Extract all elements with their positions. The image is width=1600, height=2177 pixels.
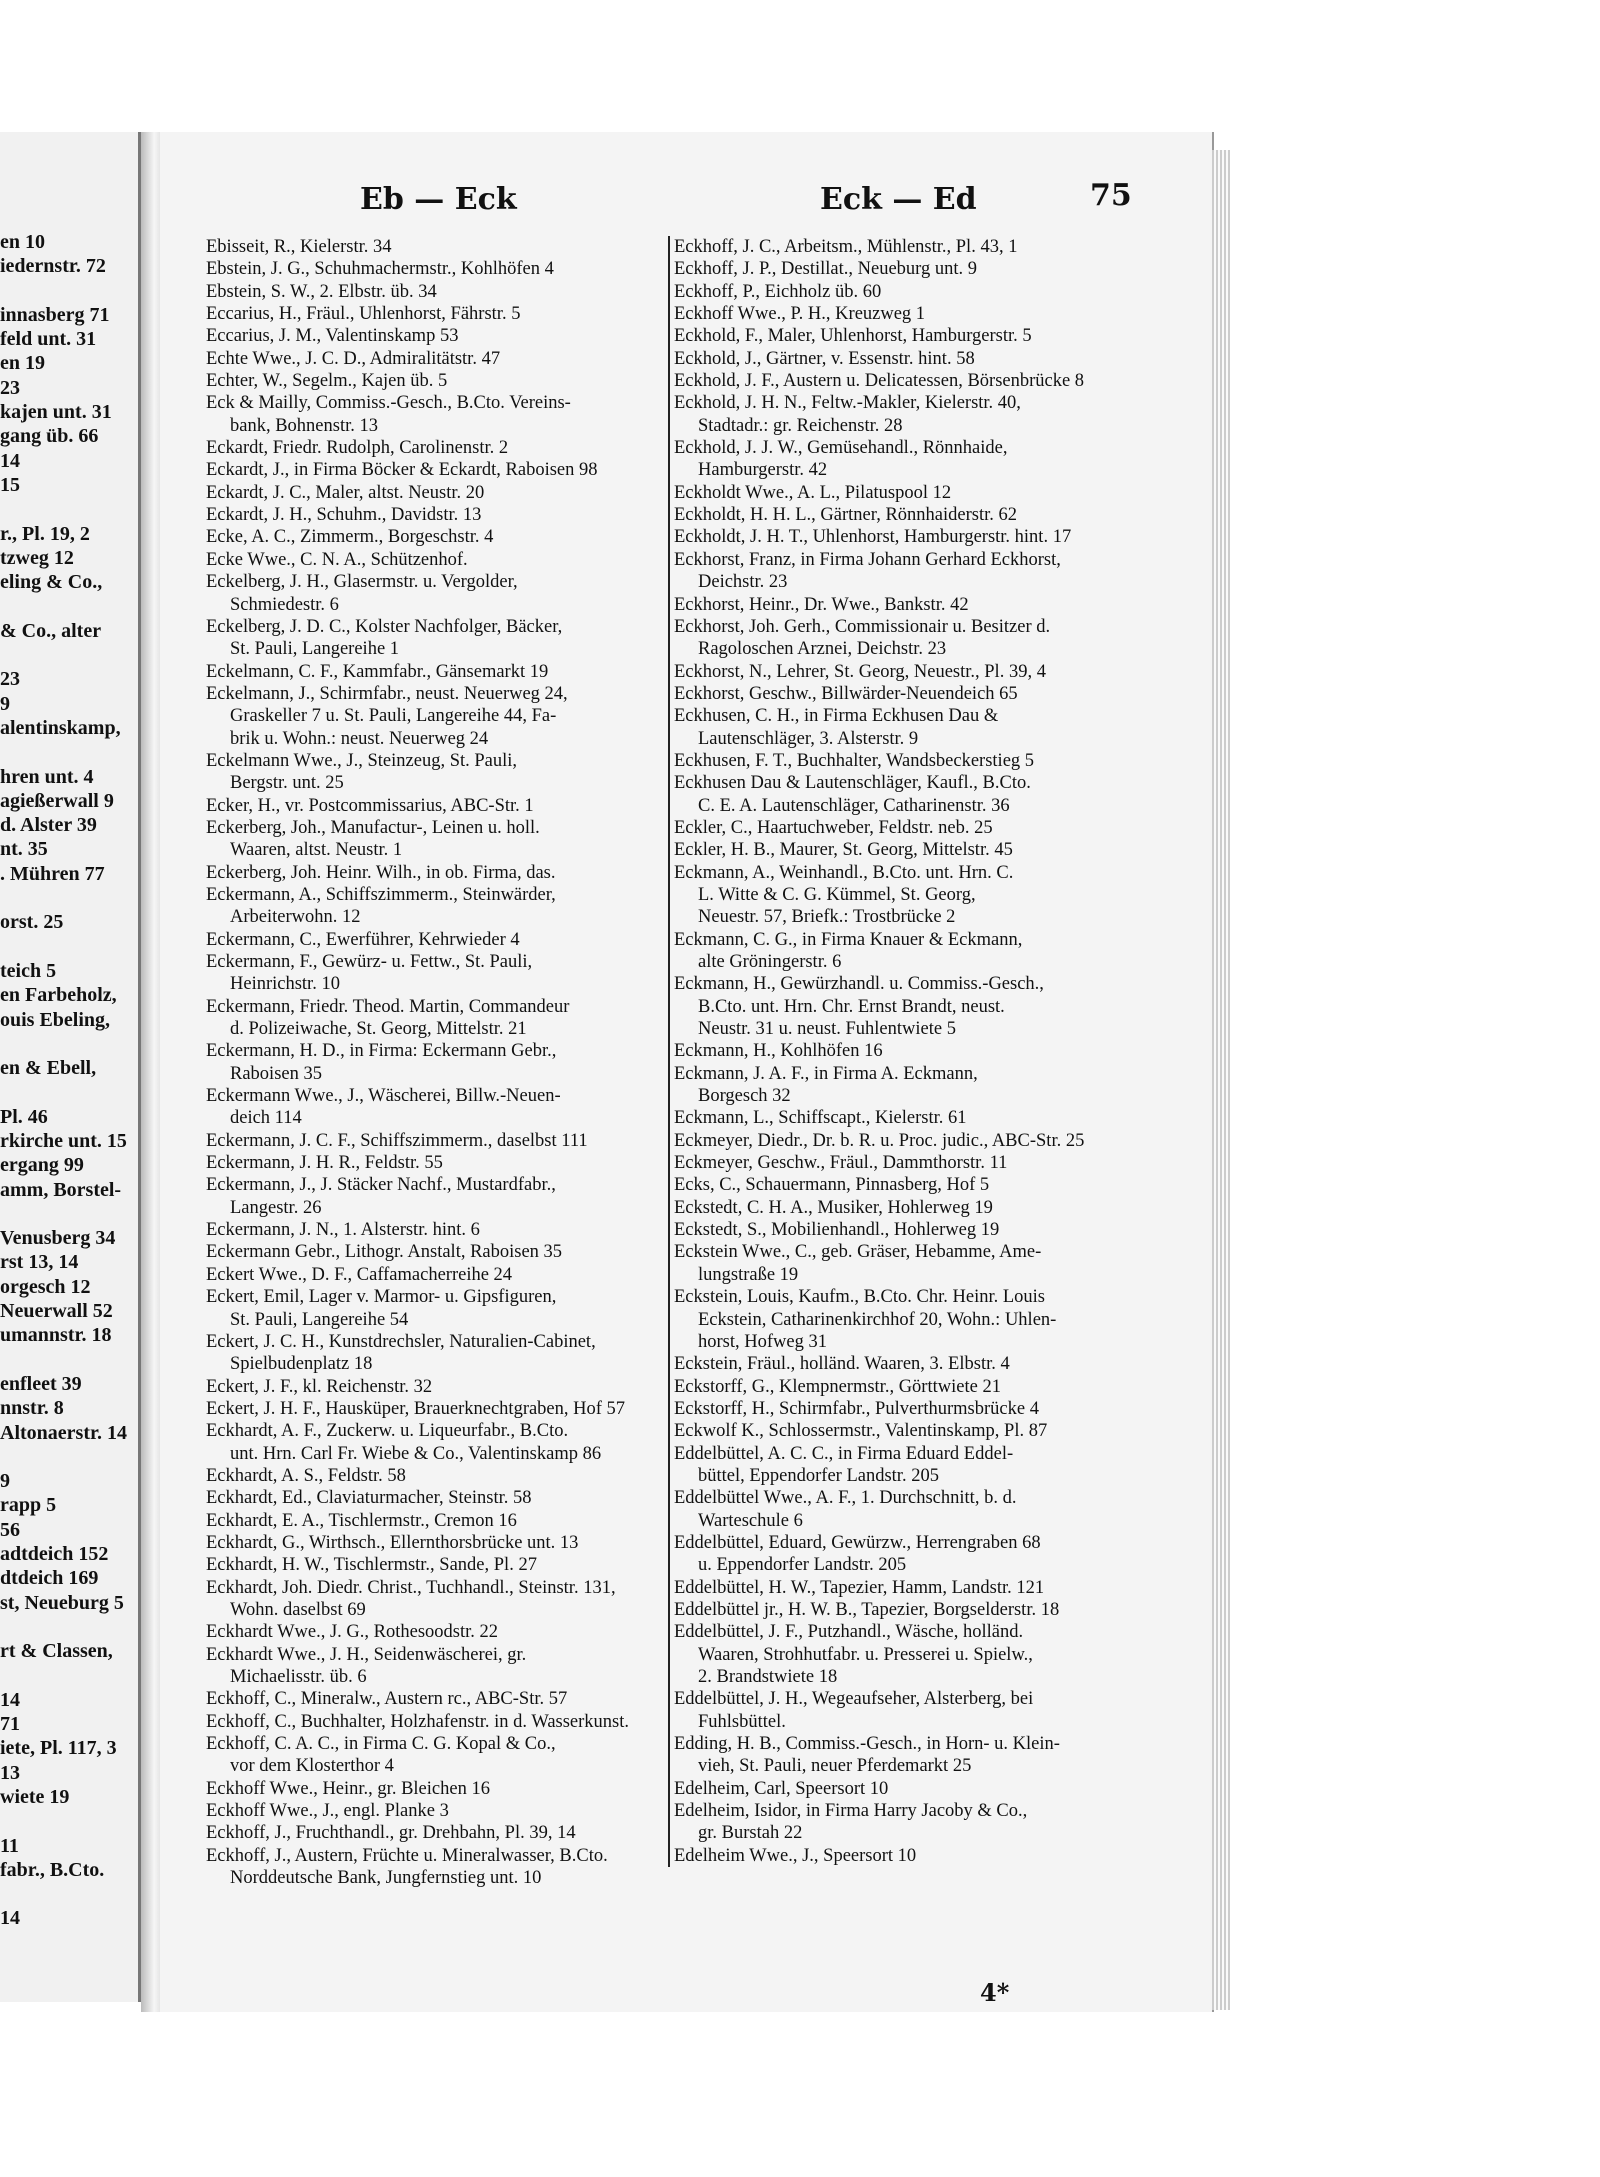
facing-page-line [0,1882,138,1906]
facing-page-line: umannstr. 18 [0,1324,112,1347]
directory-entry-line: Eckermann, J. H. R., Feldstr. 55 [206,1153,443,1174]
directory-entry-line: Eckhoff, C. A. C., in Firma C. G. Kopal & Co., [206,1734,556,1755]
facing-page-line: fabr., B.Cto. [0,1858,105,1881]
facing-page-line: ergang 99 [0,1154,84,1177]
facing-page-line: 14 [0,1907,20,1930]
directory-entry-line: Stadtadr.: gr. Reichenstr. 28 [698,415,903,436]
facing-page-line: feld unt. 31 [0,328,97,351]
facing-page-line: 9 [0,1470,10,1493]
facing-page-line [0,279,138,303]
facing-page-line: agießerwall 9 [0,789,114,812]
directory-entry-line: Eddelbüttel jr., H. W. B., Tapezier, Borgselderstr. 18 [674,1599,1060,1620]
directory-entry-line: Eckhorst, N., Lehrer, St. Georg, Neuestr., Pl. 39, 4 [674,661,1046,682]
directory-entry-line: Eckstorff, G., Klempnermstr., Görttwiete 21 [674,1376,1001,1397]
directory-entry-line: Eckermann, A., Schiffszimmerm., Steinwärder, [206,884,556,905]
facing-page-line: 71 [0,1713,20,1736]
facing-page-line: dtdeich 169 [0,1567,99,1590]
facing-page-line: kajen unt. 31 [0,401,112,424]
directory-entry-line: d. Polizeiwache, St. Georg, Mittelstr. 21 [230,1019,527,1040]
facing-page-line [0,886,138,910]
directory-entry-line: Eckhusen, C. H., in Firma Eckhusen Dau & [674,706,999,727]
left-column [206,236,736,1889]
directory-entry-line: Eckholdt, J. H. T., Uhlenhorst, Hamburgerstr. hint. 17 [674,527,1072,548]
directory-entry-line: Eddelbüttel, H. W., Tapezier, Hamm, Landstr. 121 [674,1577,1045,1598]
directory-entry-line: Eckhold, J. F., Austern u. Delicatessen, Börsenbrücke 8 [674,371,1085,392]
directory-entry-line: Eddelbüttel Wwe., A. F., 1. Durchschnitt, b. d. [674,1488,1017,1509]
facing-page-line: 11 [0,1834,19,1857]
directory-entry-line: Eckmeyer, Diedr., Dr. b. R. u. Proc. judic., ABC-Str. 25 [674,1130,1085,1151]
directory-entry-line: Fuhlsbüttel. [698,1711,786,1732]
facing-page-line [0,1809,138,1833]
directory-entry-line: Eckermann, F., Gewürz- u. Fettw., St. Pauli, [206,952,533,972]
directory-entry-line: Norddeutsche Bank, Jungfernstieg unt. 10 [230,1868,542,1889]
right-column [668,236,1214,1867]
facing-page-line [0,1664,138,1688]
directory-entry-line: Eckler, H. B., Maurer, St. Georg, Mittelstr. 45 [674,840,1013,861]
directory-entry-line: Eckmann, H., Gewürzhandl. u. Commiss.-Gesch., [674,974,1044,995]
directory-entry-line: lungstraße 19 [698,1264,799,1285]
directory-entry-line: deich 114 [230,1108,302,1129]
directory-entry-line: Ecks, C., Schauermann, Pinnasberg, Hof 5 [674,1175,990,1196]
directory-entry-line: Hamburgerstr. 42 [698,460,828,481]
directory-entry-line: Eckstorff, H., Schirmfabr., Pulverthurmsbrücke 4 [674,1398,1039,1419]
directory-entry-line: Eckhold, F., Maler, Uhlenhorst, Hamburgerstr. 5 [674,326,1032,347]
directory-entry-line: Arbeiterwohn. 12 [230,907,361,928]
directory-entry-line: Waaren, Strohhutfabr. u. Presserei u. Spielw., [698,1644,1033,1665]
directory-entry-line: Eckhardt, Ed., Claviaturmacher, Steinstr. 58 [206,1488,532,1509]
directory-entry-line: Eckelberg, J. D. C., Kolster Nachfolger, Bäcker, [206,616,563,637]
directory-entry-line: Eckholdt Wwe., A. L., Pilatuspool 12 [674,482,952,503]
facing-page-line: st, Neueburg 5 [0,1591,124,1614]
directory-entry-line: bank, Bohnenstr. 13 [230,415,378,436]
facing-page-line [0,935,138,959]
facing-page-line: ouis Ebeling, [0,1008,111,1031]
directory-entry-line: Eckhoff Wwe., Heinr., gr. Bleichen 16 [206,1778,490,1799]
directory-entry-line: C. E. A. Lautenschläger, Catharinenstr. 36 [698,795,1010,816]
directory-entry-line: Bergstr. unt. 25 [230,773,344,794]
directory-entry-line: Eckardt, Friedr. Rudolph, Carolinenstr. 2 [206,438,509,459]
directory-entry-line: Echte Wwe., J. C. D., Admiralitätstr. 47 [206,348,501,369]
directory-entry-line: B.Cto. unt. Hrn. Chr. Ernst Brandt, neust. [698,996,1005,1017]
page-number: 75 [1090,178,1132,213]
facing-page-line: nt. 35 [0,838,48,861]
directory-entry-line: Eckhoff Wwe., P. H., Kreuzweg 1 [674,304,926,325]
directory-entry-line: Eckhardt, A. F., Zuckerw. u. Liqueurfabr., B.Cto. [206,1421,569,1442]
facing-page-line: en 10 [0,231,45,253]
facing-page-line [0,1445,138,1469]
facing-page-line: wiete 19 [0,1786,70,1808]
directory-entry-line: St. Pauli, Langereihe 54 [230,1309,409,1330]
directory-entry-line: Spielbudenplatz 18 [230,1354,373,1375]
directory-entry-line: Echter, W., Segelm., Kajen üb. 5 [206,371,448,392]
facing-page-line: iedernstr. 72 [0,255,106,278]
directory-entry-line: Eckstein Wwe., C., geb. Gräser, Hebamme, Ame- [674,1242,1042,1263]
facing-page-line [0,594,138,618]
directory-entry-line: Eddelbüttel, J. F., Putzhandl., Wäsche, holländ. [674,1622,1024,1643]
directory-entry-line: Eckstein, Louis, Kaufm., B.Cto. Chr. Heinr. Louis [674,1287,1046,1308]
facing-page-line: 15 [0,473,20,496]
facing-page-line: en Farbeholz, [0,984,117,1007]
facing-page-text [0,132,138,1931]
facing-page-line: tzweg 12 [0,546,74,569]
facing-page-fragment [0,132,141,2002]
directory-entry-line: Eddelbüttel, J. H., Wegeaufseher, Alsterberg, bei [674,1689,1034,1710]
facing-page-line: eling & Co., [0,571,103,594]
directory-entry-line: Eckhoff, J., Fruchthandl., gr. Drehbahn, Pl. 39, 14 [206,1823,576,1844]
directory-entry-line: Eckermann Wwe., J., Wäscherei, Billw.-Neuen- [206,1086,561,1107]
directory-entry-line: Eckhorst, Heinr., Dr. Wwe., Bankstr. 42 [674,594,969,615]
facing-page-line: Altonaerstr. 14 [0,1421,128,1444]
directory-entry-line: Eckelmann, J., Schirmfabr., neust. Neuerweg 24, [206,683,568,704]
directory-entry-line: Wohn. daselbst 69 [230,1599,366,1620]
directory-entry-line: Eckmann, L., Schiffscapt., Kielerstr. 61 [674,1108,967,1129]
facing-page-line: rt & Classen, [0,1640,113,1663]
directory-entry-line: Raboisen 35 [230,1063,322,1084]
directory-entry-line: Eckhoff, P., Eichholz üb. 60 [674,281,882,302]
facing-page-line: en & Ebell, [0,1057,97,1080]
directory-entry-line: Eckstedt, S., Mobilienhandl., Hohlerweg 19 [674,1220,1000,1241]
directory-entry-line: Eckelmann Wwe., J., Steinzeug, St. Pauli, [206,750,518,771]
directory-entry-line: Ecke Wwe., C. N. A., Schützenhof. [206,549,468,570]
directory-entry-line: Eckhorst, Franz, in Firma Johann Gerhard Eckhorst, [674,549,1061,570]
directory-entry-line: Eck & Mailly, Commiss.-Gesch., B.Cto. Vereins- [206,393,571,414]
directory-entry-line: Schmiedestr. 6 [230,594,339,615]
directory-entry-line: Eckmann, J. A. F., in Firma A. Eckmann, [674,1063,978,1084]
directory-entry-line: Eckermann, C., Ewerführer, Kehrwieder 4 [206,929,520,950]
facing-page-line: innasberg 71 [0,303,110,326]
facing-page-line: alentinskamp, [0,716,121,739]
directory-entry-line: Eckmann, C. G., in Firma Knauer & Eckmann, [674,929,1023,950]
directory-entry-line: Deichstr. 23 [698,572,788,593]
directory-entry-line: Eckert, J. F., kl. Reichenstr. 32 [206,1376,433,1397]
directory-entry-line: Eccarius, J. M., Valentinskamp 53 [206,326,459,347]
facing-page-line: Neuerwall 52 [0,1300,113,1323]
directory-entry-line: Langestr. 26 [230,1197,322,1218]
facing-page-line: rkirche unt. 15 [0,1129,127,1152]
directory-entry-line: Warteschule 6 [698,1510,803,1531]
directory-entry-line: Eckhorst, Joh. Gerh., Commissionair u. Besitzer d. [674,616,1051,637]
directory-entry-line: Eckert, J. C. H., Kunstdrechsler, Naturalien-Cabinet, [206,1331,596,1352]
directory-entry-line: Ebstein, J. G., Schuhmachermstr., Kohlhöfen 4 [206,259,554,280]
facing-page-line: 13 [0,1761,20,1784]
directory-entry-line: Eckhoff, J., Austern, Früchte u. Mineralwasser, B.Cto. [206,1845,608,1866]
facing-page-line [0,643,138,667]
directory-entry-line: Eckert, Emil, Lager v. Marmor- u. Gipsfiguren, [206,1287,557,1308]
directory-entry-line: Borgesch 32 [698,1086,791,1107]
directory-entry-line: Eckhardt Wwe., J. H., Seidenwäscherei, gr. [206,1644,527,1665]
directory-entry-line: Ebstein, S. W., 2. Elbstr. üb. 34 [206,281,437,302]
directory-entry-line: Eckermann, J. C. F., Schiffszimmerm., daselbst 111 [206,1130,588,1151]
directory-entry-line: Eckelberg, J. H., Glasermstr. u. Vergolder, [206,572,518,593]
directory-entry-line: Eckhoff, J. C., Arbeitsm., Mühlenstr., Pl. 43, 1 [674,237,1018,257]
running-header-right: Eck — Ed [820,182,977,217]
directory-entry-line: St. Pauli, Langereihe 1 [230,639,400,660]
directory-entry-line: Eckhusen, F. T., Buchhalter, Wandsbeckerstieg 5 [674,750,1035,771]
directory-entry-line: u. Eppendorfer Landstr. 205 [698,1555,907,1576]
directory-entry-line: Eckardt, J. C., Maler, altst. Neustr. 20 [206,482,485,503]
directory-entry-line: Eckhold, J., Gärtner, v. Essenstr. hint. 58 [674,348,975,369]
facing-page-line: d. Alster 39 [0,814,97,837]
directory-entry-line: Eckstein, Fräul., holländ. Waaren, 3. Elbstr. 4 [674,1354,1010,1375]
facing-page-line: adtdeich 152 [0,1543,109,1566]
facing-page-line [0,740,138,764]
directory-entry-line: Eckermann Gebr., Lithogr. Anstalt, Raboisen 35 [206,1242,563,1263]
directory-entry-line: Eckhardt Wwe., J. G., Rothesoodstr. 22 [206,1622,499,1643]
directory-entry-line: Eckert Wwe., D. F., Caffamacherreihe 24 [206,1264,513,1285]
directory-entry-line: Lautenschläger, 3. Alsterstr. 9 [698,728,919,749]
facing-page-line: 9 [0,692,10,715]
directory-entry-line: Ecke, A. C., Zimmerm., Borgeschstr. 4 [206,527,494,548]
facing-page-line [0,1032,138,1056]
facing-page-line: 23 [0,668,20,691]
directory-entry-line: Neuestr. 57, Briefk.: Trostbrücke 2 [698,907,956,928]
directory-entry-line: Eckardt, J. H., Schuhm., Davidstr. 13 [206,505,482,526]
directory-entry-line: Eckermann, J., J. Stäcker Nachf., Mustardfabr., [206,1175,556,1196]
directory-entry-line: Eddelbüttel, Eduard, Gewürzw., Herrengraben 68 [674,1532,1041,1553]
facing-page-line: nnstr. 8 [0,1397,64,1420]
facing-page-line [0,1080,138,1104]
directory-entry-line: Eckhusen Dau & Lautenschläger, Kaufl., B.Cto. [674,773,1031,794]
directory-entry-line: Eckhardt, E. A., Tischlermstr., Cremon 16 [206,1510,517,1531]
directory-entry-line: Edelheim Wwe., J., Speersort 10 [674,1845,917,1866]
directory-entry-line: Eckelmann, C. F., Kammfabr., Gänsemarkt 19 [206,661,549,682]
facing-page-line: 14 [0,449,20,472]
facing-page-line [0,1615,138,1639]
facing-page-line: rst 13, 14 [0,1251,79,1274]
directory-entry-line: Edelheim, Carl, Speersort 10 [674,1778,889,1799]
directory-entry-line: gr. Burstah 22 [698,1823,803,1844]
facing-page-line: enfleet 39 [0,1372,82,1395]
directory-entry-line: Eckerberg, Joh. Heinr. Wilh., in ob. Firma, das. [206,862,556,883]
facing-page-line: . Mühren 77 [0,862,105,885]
directory-entry-line: Neustr. 31 u. neust. Fuhlentwiete 5 [698,1019,956,1040]
directory-entry-line: Eckhardt, A. S., Feldstr. 58 [206,1465,406,1486]
facing-page-line: 56 [0,1518,20,1541]
facing-page-line: & Co., alter [0,619,102,642]
directory-entry-line: Eckhold, J. J. W., Gemüsehandl., Rönnhaide, [674,438,1008,459]
directory-entry-line: Eckmann, A., Weinhandl., B.Cto. unt. Hrn. C. [674,862,1014,883]
directory-entry-line: Eckhoff, J. P., Destillat., Neueburg unt. 9 [674,259,977,280]
facing-page-line: Pl. 46 [0,1105,48,1128]
directory-entry-line: Eccarius, H., Fräul., Uhlenhorst, Fährstr. 5 [206,304,521,325]
facing-page-line [0,497,138,521]
facing-page-line [0,1202,138,1226]
directory-entry-line: Eckhardt, H. W., Tischlermstr., Sande, Pl. 27 [206,1555,537,1576]
directory-entry-line: vor dem Klosterthor 4 [230,1756,394,1777]
facing-page-line: hren unt. 4 [0,765,94,788]
facing-page-line: teich 5 [0,959,57,982]
directory-entry-line: Eckwolf K., Schlossermstr., Valentinskamp, Pl. 87 [674,1421,1048,1442]
directory-page [160,132,1214,2012]
facing-page-line: orgesch 12 [0,1275,91,1298]
directory-entry-line: Ecker, H., vr. Postcommissarius, ABC-Str. 1 [206,795,534,816]
directory-entry-line: büttel, Eppendorfer Landstr. 205 [698,1465,939,1486]
directory-entry-line: Eckhardt, Joh. Diedr. Christ., Tuchhandl., Steinstr. 131, [206,1577,616,1598]
directory-entry-line: Eckermann, J. N., 1. Alsterstr. hint. 6 [206,1220,480,1241]
directory-entry-line: Eckardt, J., in Firma Böcker & Eckardt, Raboisen 98 [206,460,598,481]
directory-entry-line: Eckholdt, H. H. L., Gärtner, Rönnhaiderstr. 62 [674,505,1017,526]
facing-page-line: orst. 25 [0,911,64,934]
directory-entry-line: brik u. Wohn.: neust. Neuerweg 24 [230,728,489,749]
directory-entry-line: Eckermann, Friedr. Theod. Martin, Commandeur [206,996,570,1017]
directory-entry-line: Edelheim, Isidor, in Firma Harry Jacoby & Co., [674,1801,1028,1822]
signature-mark: 4* [980,1978,1010,2007]
directory-entry-line: horst, Hofweg 31 [698,1331,827,1352]
directory-entry-line: Eckler, C., Haartuchweber, Feldstr. neb. 25 [674,817,993,838]
facing-page-line: Venusberg 34 [0,1227,116,1250]
directory-entry-line: Eckhorst, Geschw., Billwärder-Neuendeich 65 [674,683,1018,704]
directory-entry-line: Eddelbüttel, A. C. C., in Firma Eduard Eddel- [674,1443,1014,1464]
running-header-left: Eb — Eck [360,182,517,217]
facing-page-line: en 19 [0,352,45,375]
page-edge [1212,150,1230,2010]
facing-page-line: rapp 5 [0,1494,57,1517]
facing-page-line: amm, Borstel- [0,1178,122,1201]
directory-entry-line: 2. Brandstwiete 18 [698,1667,838,1687]
directory-entry-line: Eckhoff Wwe., J., engl. Planke 3 [206,1801,449,1822]
directory-entry-line: Heinrichstr. 10 [230,974,340,995]
facing-page-line: 23 [0,376,20,399]
facing-page-line: iete, Pl. 117, 3 [0,1737,117,1760]
directory-entry-line: Graskeller 7 u. St. Pauli, Langereihe 44, Fa- [230,706,557,727]
directory-entry-line: Eckhardt, G., Wirthsch., Ellernthorsbrücke unt. 13 [206,1532,579,1553]
directory-entry-line: Eckstein, Catharinenkirchhof 20, Wohn.: Uhlen- [698,1309,1057,1330]
directory-entry-line: L. Witte & C. G. Kümmel, St. Georg, [698,884,976,905]
directory-entry-line: unt. Hrn. Carl Fr. Wiebe & Co., Valentinskamp 86 [230,1443,602,1464]
facing-page-line: gang üb. 66 [0,425,99,448]
directory-entry-line: vieh, St. Pauli, neuer Pferdemarkt 25 [698,1756,972,1777]
facing-page-line: r., Pl. 19, 2 [0,522,90,545]
directory-entry-line: Eckstedt, C. H. A., Musiker, Hohlerweg 19 [674,1197,993,1218]
directory-entry-line: Michaelisstr. üb. 6 [230,1667,367,1687]
directory-entry-line: Ragoloschen Arznei, Deichstr. 23 [698,639,947,660]
directory-entry-line: Edding, H. B., Commiss.-Gesch., in Horn- u. Klein- [674,1734,1060,1755]
facing-page-line [0,1348,138,1372]
directory-entry-line: Eckermann, H. D., in Firma: Eckermann Gebr., [206,1041,557,1062]
directory-entry-line: Ebisseit, R., Kielerstr. 34 [206,237,392,257]
directory-entry-line: Eckmeyer, Geschw., Fräul., Dammthorstr. 11 [674,1153,1008,1174]
directory-entry-line: Waaren, altst. Neustr. 1 [230,840,403,861]
directory-entry-line: Eckhoff, C., Mineralw., Austern rc., ABC-Str. 57 [206,1689,568,1710]
directory-entry-line: Eckhoff, C., Buchhalter, Holzhafenstr. in d. Wasserkunst. [206,1711,630,1732]
facing-page-line: 14 [0,1688,20,1711]
directory-entry-line: Eckhold, J. H. N., Feltw.-Makler, Kielerstr. 40, [674,393,1021,414]
directory-entry-line: Eckert, J. H. F., Hausküper, Brauerknechtgraben, Hof 57 [206,1398,626,1419]
directory-entry-line: alte Gröningerstr. 6 [698,952,842,972]
directory-entry-line: Eckmann, H., Kohlhöfen 16 [674,1041,883,1062]
directory-entry-line: Eckerberg, Joh., Manufactur-, Leinen u. holl. [206,817,540,838]
